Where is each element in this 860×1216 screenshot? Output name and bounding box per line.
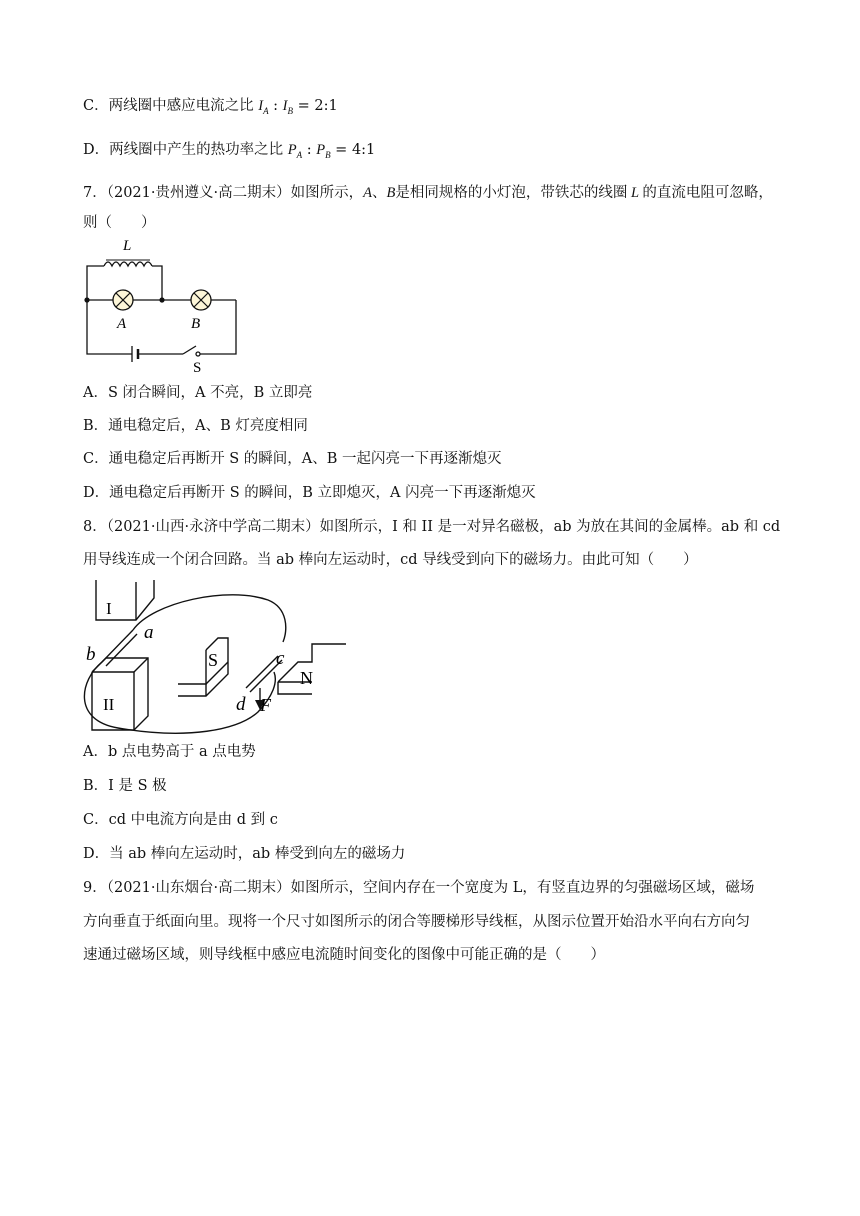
- q8-stem-part: 如图所示，I 和 II 是一对异名磁极，ab 为放在其间的金属棒。ab 和 cd: [319, 519, 781, 535]
- label-d: d: [236, 694, 246, 715]
- option-label: C．: [83, 812, 109, 828]
- formula-power-ratio: $P_A$ : $P_B$ = 4:1: [287, 142, 376, 160]
- q8-source: （2021·山西·永济中学高二期末）: [106, 519, 320, 535]
- q8-option-d: [83, 844, 405, 864]
- pole-i-shape: [96, 580, 154, 620]
- option-label: B．: [83, 778, 109, 794]
- q8-option-c: [83, 810, 278, 830]
- q8-number: 8．: [83, 519, 107, 535]
- label-S: S: [193, 360, 202, 376]
- formula-current-ratio: $I_A$ : $I_B$ = 2:1: [258, 98, 338, 116]
- var-L: L: [627, 185, 643, 201]
- var-B: B: [386, 185, 396, 201]
- option-label: C．: [83, 98, 109, 114]
- label-c: c: [276, 648, 285, 669]
- q8-magnet-diagram: [78, 580, 353, 732]
- q8-stem-line2: 用导线连成一个闭合回路。当 ab 棒向左运动时，cd 导线受到向下的磁场力。由此可知（ ）: [83, 552, 698, 568]
- q9-stem-part: 如图所示，空间内存在一个宽度为 L，有竖直边界的匀强磁场区域，磁场: [290, 880, 755, 896]
- label-s-pole: S: [208, 650, 219, 670]
- label-A: A: [117, 316, 127, 332]
- q7-stem-line1: 7．（2021·贵州遵义·高二期末）如图所示，A、B是相同规格的小灯泡，带铁芯的线圈 L 的直流电阻可忽略，: [83, 185, 773, 201]
- option-label: B．: [83, 418, 109, 434]
- label-n-pole: N: [300, 668, 313, 688]
- option-text: 通电稳定后，A、B 灯亮度相同: [108, 418, 308, 434]
- lamp-a-icon: [113, 290, 133, 310]
- q8-option-a: [83, 742, 256, 762]
- option-text: 当 ab 棒向左运动时，ab 棒受到向左的磁场力: [109, 846, 406, 862]
- q9-stem-line3: 速通过磁场区域，则导线框中感应电流随时间变化的图像中可能正确的是（ ）: [83, 947, 605, 963]
- q8-option-b: [83, 776, 167, 796]
- label-pole-ii: II: [103, 695, 115, 714]
- q7-number: 7．: [83, 185, 107, 201]
- option-label: D．: [83, 846, 110, 862]
- q7-option-c: [83, 449, 502, 469]
- label-pole-i: I: [106, 599, 112, 618]
- var-A: A: [363, 185, 372, 201]
- label-B: B: [191, 316, 201, 332]
- q7-stem-part: 是相同规格的小灯泡，带铁芯的线圈: [395, 185, 628, 201]
- label-force: F: [260, 695, 271, 715]
- label-b: b: [86, 644, 96, 665]
- lamp-b-icon: [191, 290, 211, 310]
- q7-stem-part: 如图所示，: [290, 185, 364, 201]
- option-text: 两线圈中产生的热功率之比: [109, 142, 284, 158]
- q7-option-d: [83, 483, 536, 503]
- label-a: a: [144, 622, 154, 643]
- option-d-prev: [83, 140, 375, 165]
- option-label: C．: [83, 451, 109, 467]
- option-label: A．: [83, 385, 108, 401]
- q8-stem-line1: [83, 517, 780, 537]
- option-text: cd 中电流方向是由 d 到 c: [108, 812, 278, 828]
- option-text: 通电稳定后再断开 S 的瞬间，B 立即熄灭，A 闪亮一下再逐渐熄灭: [109, 485, 536, 501]
- q9-source: （2021·山东烟台·高二期末）: [106, 880, 291, 896]
- option-text: b 点电势高于 a 点电势: [107, 744, 256, 760]
- q9-stem-line1: [83, 878, 754, 898]
- option-text: 两线圈中感应电流之比: [108, 98, 254, 114]
- q9-number: 9．: [83, 880, 107, 896]
- option-label: A．: [83, 744, 108, 760]
- label-L: L: [123, 238, 132, 254]
- option-label: D．: [83, 485, 110, 501]
- option-label: D．: [83, 142, 110, 158]
- option-text: S 闭合瞬间，A 不亮，B 立即亮: [107, 385, 313, 401]
- q7-circuit-diagram: [80, 236, 242, 376]
- inductor-coil-icon: [104, 262, 152, 266]
- option-c-prev: [83, 96, 338, 121]
- q9-stem-line2: 方向垂直于纸面向里。现将一个尺寸如图所示的闭合等腰梯形导线框，从图示位置开始沿水平向右方向匀: [83, 914, 750, 930]
- q7-source: （2021·贵州遵义·高二期末）: [106, 185, 291, 201]
- q7-option-b: [83, 416, 308, 436]
- q7-option-a: [83, 383, 312, 403]
- q7-stem-line2: 则（ ）: [83, 215, 156, 231]
- q7-stem-part: 的直流电阻可忽略，: [642, 185, 773, 201]
- option-text: I 是 S 极: [108, 778, 167, 794]
- option-text: 通电稳定后再断开 S 的瞬间，A、B 一起闪亮一下再逐渐熄灭: [108, 451, 502, 467]
